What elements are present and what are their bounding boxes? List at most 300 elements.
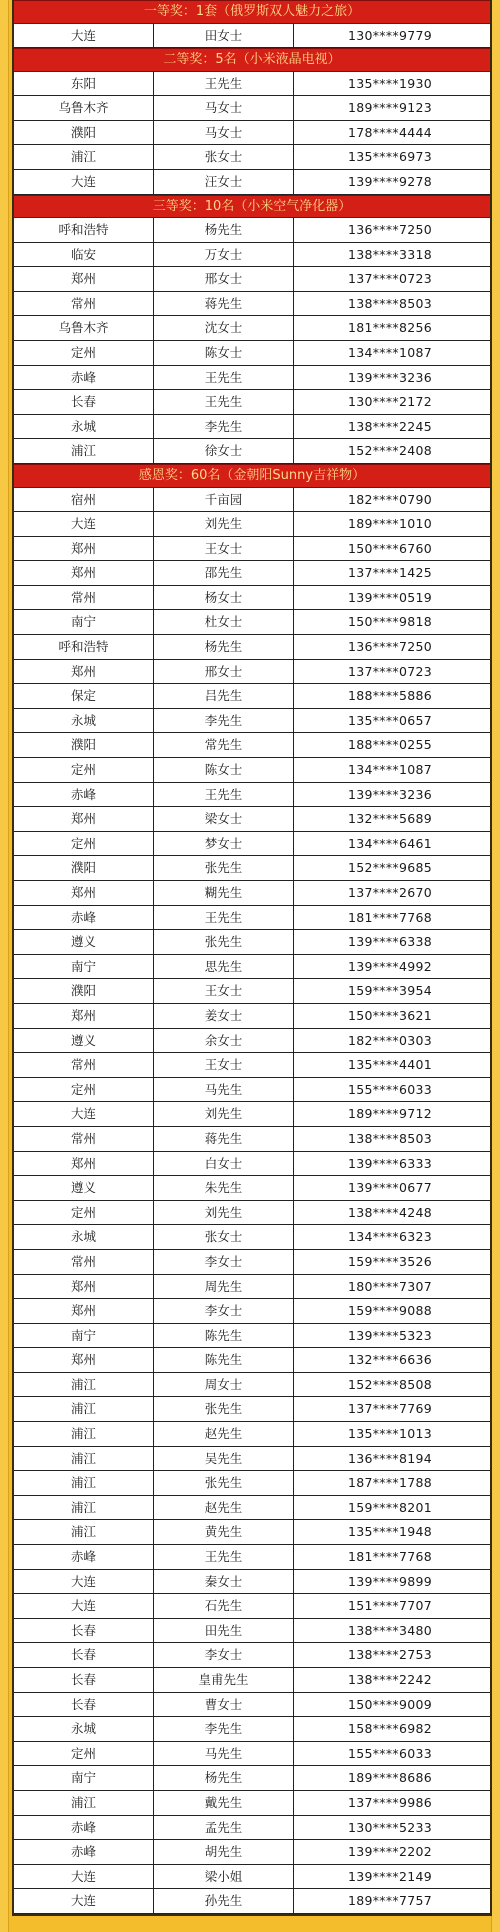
winner-row: [14, 1397, 490, 1422]
winner-city: 郑州: [14, 1275, 154, 1299]
winner-phone: 181****7768: [348, 1549, 432, 1565]
winner-row: [14, 292, 490, 317]
winner-phone: 182****0303: [348, 1032, 432, 1048]
winner-phone: 130****9779: [348, 27, 432, 43]
winner-city: 常州: [14, 292, 154, 316]
winner-name: 石先生: [154, 1594, 294, 1618]
prize-section: [14, 0, 490, 48]
winner-city: 常州: [14, 1127, 154, 1151]
winner-city: 定州: [14, 1742, 154, 1766]
winner-row: [14, 758, 490, 783]
winner-city: 定州: [14, 758, 154, 782]
prize-section: [14, 48, 490, 194]
winner-phone: 155****6033: [348, 1081, 432, 1097]
winner-city: 南宁: [14, 955, 154, 979]
winner-row: [14, 561, 490, 586]
winner-city: 遵义: [14, 1176, 154, 1200]
winner-row: [14, 96, 490, 121]
winner-name: 汪女士: [154, 170, 294, 194]
winner-city: 南宁: [14, 1766, 154, 1790]
winner-phone: 135****0657: [348, 712, 432, 728]
winner-phone: 178****4444: [348, 124, 432, 140]
winner-name: 田先生: [154, 1619, 294, 1643]
winner-city: 长春: [14, 1693, 154, 1717]
winner-phone: 136****7250: [348, 639, 432, 655]
winner-row: [14, 170, 490, 195]
winner-name: 蒋先生: [154, 292, 294, 316]
winner-city: 浦江: [14, 1397, 154, 1421]
winner-name: 马先生: [154, 1078, 294, 1102]
winner-phone: 151****7707: [348, 1598, 432, 1614]
winner-name: 李先生: [154, 709, 294, 733]
winner-row: [14, 121, 490, 146]
winner-name: 刘先生: [154, 512, 294, 536]
winner-row: [14, 267, 490, 292]
winner-row: [14, 684, 490, 709]
winner-city: 大连: [14, 512, 154, 536]
winner-city: 宿州: [14, 488, 154, 512]
winner-name: 陈女士: [154, 758, 294, 782]
winner-name: 王女士: [154, 1053, 294, 1077]
winner-row: [14, 1643, 490, 1668]
winner-phone: 137****0723: [348, 663, 432, 679]
winner-row: [14, 415, 490, 440]
winner-city: 浦江: [14, 439, 154, 463]
winner-row: [14, 390, 490, 415]
winner-row: [14, 1668, 490, 1693]
winner-row: [14, 586, 490, 611]
winner-row: [14, 1791, 490, 1816]
winner-row: [14, 906, 490, 931]
winner-phone: 138****2242: [348, 1672, 432, 1687]
winner-name: 张先生: [154, 856, 294, 880]
winner-row: [14, 316, 490, 341]
winner-phone: 138****2245: [348, 418, 432, 434]
winner-phone: 139****9899: [348, 1573, 432, 1589]
winner-row: [14, 1250, 490, 1275]
winner-city: 浦江: [14, 1422, 154, 1446]
winner-row: [14, 1816, 490, 1841]
winner-city: 大连: [14, 1570, 154, 1594]
winner-phone: 139****5323: [348, 1327, 432, 1343]
winner-name: 马先生: [154, 1742, 294, 1766]
winner-name: 余女士: [154, 1029, 294, 1053]
winner-phone: 187****1788: [348, 1475, 432, 1491]
winner-name: 张女士: [154, 1225, 294, 1249]
prize-section-header: 一等奖：1套（俄罗斯双人魅力之旅）: [14, 0, 490, 24]
winner-phone: 158****6982: [348, 1721, 432, 1737]
winner-phone: 139****3236: [348, 786, 432, 802]
winner-row: [14, 1275, 490, 1300]
winner-phone: 138****8503: [348, 295, 432, 311]
winner-phone: 159****9088: [348, 1303, 432, 1319]
winner-name: 李女士: [154, 1643, 294, 1667]
winner-city: 郑州: [14, 660, 154, 684]
winner-city: 赤峰: [14, 783, 154, 807]
winner-city: 浦江: [14, 1471, 154, 1495]
winner-row: [14, 807, 490, 832]
winner-row: [14, 955, 490, 980]
winner-phone: 134****6323: [348, 1229, 432, 1245]
winner-phone: 159****3954: [348, 983, 432, 999]
winner-name: 梦女士: [154, 832, 294, 856]
winner-row: [14, 1520, 490, 1545]
winner-city: 乌鲁木齐: [14, 96, 154, 120]
winner-name: 吕先生: [154, 684, 294, 708]
winner-phone: 159****8201: [348, 1499, 432, 1515]
winner-name: 思先生: [154, 955, 294, 979]
winner-name: 杨先生: [154, 1766, 294, 1790]
winner-row: [14, 1742, 490, 1767]
winner-city: 定州: [14, 1201, 154, 1225]
prize-section-header: 感恩奖：60名（金朝阳Sunny吉祥物）: [14, 464, 490, 488]
winner-row: [14, 1299, 490, 1324]
winner-city: 定州: [14, 341, 154, 365]
winner-name: 王女士: [154, 537, 294, 561]
winner-row: [14, 1865, 490, 1890]
winner-phone: 181****8256: [348, 320, 432, 336]
winner-phone: 139****2149: [348, 1868, 432, 1884]
winner-row: [14, 512, 490, 537]
winner-row: [14, 610, 490, 635]
winner-phone: 135****4401: [348, 1057, 432, 1073]
winner-phone: 152****9685: [348, 860, 432, 876]
winner-row: [14, 1570, 490, 1595]
winner-row: [14, 24, 490, 49]
winner-row: [14, 1717, 490, 1742]
winner-name: 张先生: [154, 930, 294, 954]
winner-city: 郑州: [14, 1152, 154, 1176]
winner-city: 大连: [14, 1594, 154, 1618]
winner-name: 王先生: [154, 906, 294, 930]
winner-phone: 130****5233: [348, 1819, 432, 1835]
winner-phone: 139****0677: [348, 1180, 432, 1196]
winner-phone: 150****9009: [348, 1696, 432, 1712]
winner-name: 周先生: [154, 1275, 294, 1299]
winner-row: [14, 1348, 490, 1373]
winner-row: [14, 1693, 490, 1718]
winner-city: 郑州: [14, 1004, 154, 1028]
winner-city: 保定: [14, 684, 154, 708]
winner-name: 李女士: [154, 1250, 294, 1274]
winner-row: [14, 783, 490, 808]
winner-row: [14, 366, 490, 391]
winner-phone: 152****8508: [348, 1376, 432, 1392]
winner-name: 邵先生: [154, 561, 294, 585]
winner-phone: 136****7250: [348, 222, 432, 238]
winner-row: [14, 1422, 490, 1447]
winner-row: [14, 979, 490, 1004]
winner-row: [14, 145, 490, 170]
winner-phone: 132****5689: [348, 811, 432, 827]
winner-row: [14, 881, 490, 906]
winner-city: 长春: [14, 1619, 154, 1643]
winner-city: 郑州: [14, 537, 154, 561]
winner-phone: 189****7757: [348, 1893, 432, 1909]
prize-section-header: 三等奖：10名（小米空气净化器）: [14, 195, 490, 219]
winner-phone: 135****6973: [348, 149, 432, 165]
winner-name: 李女士: [154, 1299, 294, 1323]
winner-name: 胡先生: [154, 1840, 294, 1864]
winner-city: 赤峰: [14, 906, 154, 930]
winner-name: 邢女士: [154, 660, 294, 684]
winner-row: [14, 1127, 490, 1152]
winner-phone: 137****7769: [348, 1401, 432, 1417]
winner-city: 永城: [14, 1717, 154, 1741]
winner-phone: 180****7307: [348, 1278, 432, 1294]
winner-phone: 152****2408: [348, 443, 432, 459]
winner-phone: 182****0790: [348, 491, 432, 507]
winner-row: [14, 1102, 490, 1127]
winner-row: [14, 930, 490, 955]
winner-name: 徐女士: [154, 439, 294, 463]
winner-name: 赵先生: [154, 1422, 294, 1446]
winner-phone: 139****2202: [348, 1844, 432, 1860]
winner-name: 梁小姐: [154, 1865, 294, 1889]
winner-phone: 150****9818: [348, 614, 432, 630]
winner-city: 赤峰: [14, 1816, 154, 1840]
winner-row: [14, 1078, 490, 1103]
winner-row: [14, 1766, 490, 1791]
winner-name: 周女士: [154, 1373, 294, 1397]
winner-city: 永城: [14, 1225, 154, 1249]
winner-name: 张女士: [154, 145, 294, 169]
winner-name: 李先生: [154, 415, 294, 439]
winner-row: [14, 1889, 490, 1914]
winner-phone: 138****4248: [348, 1204, 432, 1220]
winner-phone: 139****0519: [348, 589, 432, 605]
winner-row: [14, 1152, 490, 1177]
winner-name: 马女士: [154, 121, 294, 145]
winner-row: [14, 1029, 490, 1054]
winner-name: 张先生: [154, 1471, 294, 1495]
winner-phone: 134****1087: [348, 345, 432, 361]
winner-phone: 137****0723: [348, 271, 432, 287]
winner-row: [14, 1471, 490, 1496]
winner-city: 长春: [14, 1668, 154, 1692]
winner-phone: 188****5886: [348, 688, 432, 704]
winner-city: 赤峰: [14, 1545, 154, 1569]
winner-city: 南宁: [14, 1324, 154, 1348]
page-frame: [8, 0, 492, 1932]
winner-city: 永城: [14, 415, 154, 439]
winner-city: 呼和浩特: [14, 635, 154, 659]
winner-city: 赤峰: [14, 366, 154, 390]
winner-name: 皇甫先生: [154, 1668, 294, 1692]
winner-name: 秦女士: [154, 1570, 294, 1594]
winner-row: [14, 439, 490, 464]
winner-name: 王先生: [154, 366, 294, 390]
winner-name: 白女士: [154, 1152, 294, 1176]
winner-city: 乌鲁木齐: [14, 316, 154, 340]
winner-phone: 135****1013: [348, 1426, 432, 1442]
winner-phone: 137****2670: [348, 885, 432, 900]
winner-city: 遵义: [14, 930, 154, 954]
winner-name: 千亩园: [154, 488, 294, 512]
winner-row: [14, 1201, 490, 1226]
winner-city: 濮阳: [14, 979, 154, 1003]
winner-city: 大连: [14, 24, 154, 48]
winner-row: [14, 1225, 490, 1250]
winner-phone: 139****3236: [348, 369, 432, 385]
winner-name: 杨先生: [154, 218, 294, 242]
winner-city: 浦江: [14, 1447, 154, 1471]
winner-name: 王先生: [154, 1545, 294, 1569]
winner-name: 邢女士: [154, 267, 294, 291]
prize-section: [14, 464, 490, 1914]
winner-name: 姜女士: [154, 1004, 294, 1028]
winner-city: 长春: [14, 390, 154, 414]
winner-city: 赤峰: [14, 1840, 154, 1864]
winner-row: [14, 1053, 490, 1078]
winner-name: 杜女士: [154, 610, 294, 634]
winner-phone: 159****3526: [348, 1253, 432, 1269]
winner-name: 杨女士: [154, 586, 294, 610]
winner-phone: 137****9986: [348, 1794, 432, 1810]
winner-row: [14, 856, 490, 881]
winner-row: [14, 832, 490, 857]
winner-row: [14, 709, 490, 734]
winner-phone: 138****8503: [348, 1130, 432, 1146]
winner-name: 朱先生: [154, 1176, 294, 1200]
winner-city: 常州: [14, 586, 154, 610]
winner-phone: 138****2753: [348, 1647, 432, 1663]
winner-name: 曹女士: [154, 1693, 294, 1717]
winner-row: [14, 1619, 490, 1644]
winner-city: 定州: [14, 832, 154, 856]
winner-phone: 189****9712: [348, 1106, 432, 1122]
winner-row: [14, 1545, 490, 1570]
winner-phone: 150****6760: [348, 540, 432, 556]
winner-row: [14, 733, 490, 758]
winner-name: 刘先生: [154, 1102, 294, 1126]
winner-name: 陈先生: [154, 1348, 294, 1372]
winner-row: [14, 1176, 490, 1201]
winner-city: 郑州: [14, 807, 154, 831]
winner-city: 大连: [14, 1102, 154, 1126]
winner-name: 王先生: [154, 783, 294, 807]
winner-row: [14, 1373, 490, 1398]
winner-city: 呼和浩特: [14, 218, 154, 242]
winner-city: 南宁: [14, 610, 154, 634]
winner-city: 郑州: [14, 1348, 154, 1372]
winner-name: 刘先生: [154, 1201, 294, 1225]
winner-city: 郑州: [14, 1299, 154, 1323]
winner-row: [14, 537, 490, 562]
winner-name: 赵先生: [154, 1496, 294, 1520]
winner-name: 马女士: [154, 96, 294, 120]
winner-phone: 134****6461: [348, 835, 432, 851]
winner-list-table: [12, 0, 492, 1916]
winner-phone: 135****1948: [348, 1524, 432, 1540]
winner-row: [14, 218, 490, 243]
winner-name: 孟先生: [154, 1816, 294, 1840]
winner-phone: 134****1087: [348, 762, 432, 778]
winner-row: [14, 72, 490, 97]
winner-name: 黄先生: [154, 1520, 294, 1544]
winner-name: 蒋先生: [154, 1127, 294, 1151]
prize-section-header: 二等奖：5名（小米液晶电视）: [14, 48, 490, 72]
winner-row: [14, 488, 490, 513]
winner-city: 永城: [14, 709, 154, 733]
winner-name: 王女士: [154, 979, 294, 1003]
prize-section: [14, 195, 490, 464]
winner-name: 田女士: [154, 24, 294, 48]
winner-name: 张先生: [154, 1397, 294, 1421]
winner-row: [14, 1496, 490, 1521]
winner-name: 孙先生: [154, 1889, 294, 1913]
winner-row: [14, 243, 490, 268]
winner-phone: 189****9123: [348, 100, 432, 116]
winner-city: 浦江: [14, 145, 154, 169]
winner-name: 吴先生: [154, 1447, 294, 1471]
winner-name: 陈先生: [154, 1324, 294, 1348]
winner-phone: 138****3480: [348, 1622, 432, 1638]
winner-name: 戴先生: [154, 1791, 294, 1815]
winner-city: 浦江: [14, 1520, 154, 1544]
winner-phone: 189****1010: [348, 516, 432, 532]
winner-city: 长春: [14, 1643, 154, 1667]
winner-name: 王先生: [154, 390, 294, 414]
winner-city: 濮阳: [14, 856, 154, 880]
winner-city: 遵义: [14, 1029, 154, 1053]
winner-name: 李先生: [154, 1717, 294, 1741]
winner-phone: 138****3318: [348, 246, 432, 262]
winner-phone: 139****6338: [348, 934, 432, 950]
winner-city: 濮阳: [14, 733, 154, 757]
winner-name: 糊先生: [154, 881, 294, 905]
winner-row: [14, 1840, 490, 1865]
winner-city: 大连: [14, 170, 154, 194]
winner-city: 东阳: [14, 72, 154, 96]
winner-city: 常州: [14, 1250, 154, 1274]
winner-city: 常州: [14, 1053, 154, 1077]
winner-row: [14, 1324, 490, 1349]
winner-name: 杨先生: [154, 635, 294, 659]
winner-city: 浦江: [14, 1373, 154, 1397]
winner-name: 陈女士: [154, 341, 294, 365]
winner-phone: 135****1930: [348, 75, 432, 91]
winner-row: [14, 660, 490, 685]
winner-phone: 181****7768: [348, 909, 432, 925]
winner-city: 临安: [14, 243, 154, 267]
winner-phone: 188****0255: [348, 737, 432, 753]
winner-name: 梁女士: [154, 807, 294, 831]
winner-phone: 136****8194: [348, 1450, 432, 1466]
winner-city: 郑州: [14, 561, 154, 585]
winner-phone: 150****3621: [348, 1007, 432, 1023]
winner-city: 定州: [14, 1078, 154, 1102]
winner-city: 郑州: [14, 267, 154, 291]
winner-row: [14, 341, 490, 366]
winner-city: 大连: [14, 1865, 154, 1889]
winner-phone: 155****6033: [348, 1745, 432, 1761]
winner-phone: 189****8686: [348, 1770, 432, 1786]
winner-name: 万女士: [154, 243, 294, 267]
winner-row: [14, 1594, 490, 1619]
winner-phone: 132****6636: [348, 1352, 432, 1368]
winner-city: 浦江: [14, 1496, 154, 1520]
winner-city: 浦江: [14, 1791, 154, 1815]
winner-name: 常先生: [154, 733, 294, 757]
winner-city: 大连: [14, 1889, 154, 1913]
winner-phone: 137****1425: [348, 565, 432, 581]
winner-city: 濮阳: [14, 121, 154, 145]
winner-city: 郑州: [14, 881, 154, 905]
winner-name: 王先生: [154, 72, 294, 96]
winner-row: [14, 1004, 490, 1029]
winner-phone: 139****4992: [348, 958, 432, 974]
